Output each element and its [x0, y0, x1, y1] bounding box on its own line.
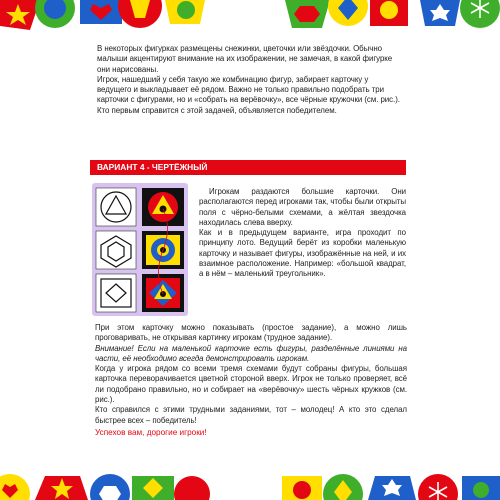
- variant-header: ВАРИАНТ 4 - ЧЕРТЁЖНЫЙ: [90, 160, 406, 175]
- detail-paragraph: Кто справился с этими трудными заданиями, тот – молодец! А кто это сделал быстрее всех – победитель!: [95, 405, 407, 425]
- decorative-shapes-band-top: [0, 0, 500, 36]
- detail-text: [95, 323, 407, 426]
- decorative-shapes-band-bottom: [0, 464, 500, 500]
- attention-note: Внимание! Если на маленькой карточке есть фигуры, разделённые линиями на части, её необходимо всегда демонстрировать игрокам.: [95, 343, 407, 363]
- variant-description: [199, 187, 406, 280]
- closing-wish: Успехов вам, дорогие игроки!: [95, 428, 207, 437]
- intro-text: [97, 44, 403, 116]
- intro-paragraph: Кто первым справится с этой задачей, объявляется победителем.: [97, 105, 337, 115]
- variant-paragraph: Как и в предыдущем варианте, игра проходит по принципу лото. Ведущий берёт из коробки маленькую карточку и называет фигуры, изображённые на ней, и их взаимное расположение. Например: «большой квадрат, а в нём – маленький треугольник».: [199, 228, 406, 279]
- variant-paragraph: Игрокам раздаются большие карточки. Они располагаются перед игроками так, чтобы были открыты поля с чёрно-белыми схемами, а жёлтая звездочка находилась слева вверху.: [199, 187, 406, 227]
- intro-paragraph: В некоторых фигурках размещены снежинки, цветочки или звёздочки. Обычно малыши акцентируют внимание на их изображении, не замечая, в какой фигурке они нарисованы.: [97, 44, 393, 74]
- game-cards-figure: [92, 183, 188, 316]
- intro-paragraph: Игрок, нашедший у себя такую же комбинацию фигур, забирает карточку у ведущего и выкладывает её рядом. Важно не только правильно подобрать три карточки с фигурами, но и «собрать на верёвочку», все чёрные кружочки (см. рис.).: [97, 74, 400, 105]
- detail-paragraph: Когда у игрока рядом со всеми тремя схемами будут собраны фигуры, большая карточка переворачивается цветной стороной вверх. Игрок не только проверяет, всё ли подобрано правильно, но и собирает на «верёвочку» шесть чёрных кружков (см. рис.).: [95, 364, 407, 405]
- detail-paragraph: При этом карточку можно показывать (простое задание), а можно лишь проговаривать, не открывая картинку игрокам (трудное задание).: [95, 323, 407, 343]
